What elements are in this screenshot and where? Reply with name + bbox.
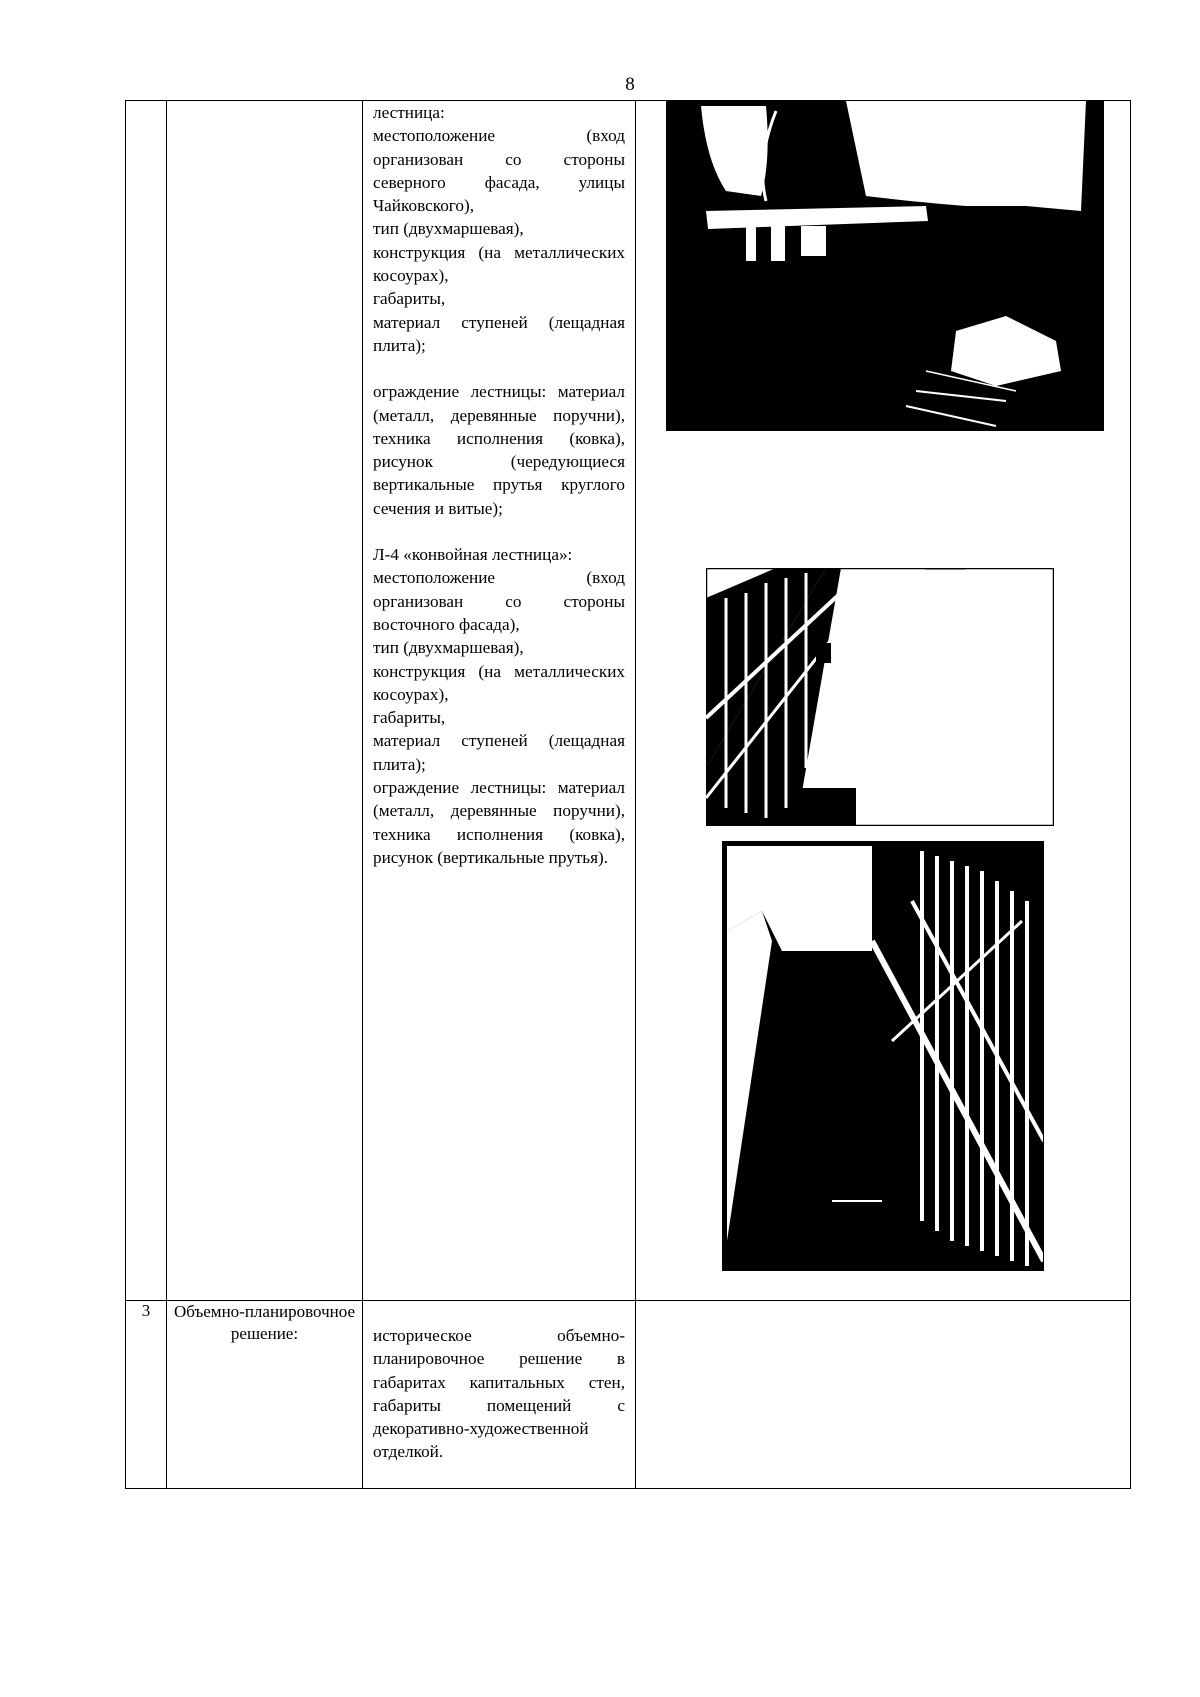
stair-text-line: местоположение (вход организован со стороны восточного фасада),	[373, 568, 625, 634]
row-number: 3	[126, 1301, 167, 1489]
paragraph-gap	[373, 357, 625, 380]
stair-text-line: ограждение лестницы: материал (металл, деревянные поручни), техника исполнения (ковка), рисунок (чередующиеся вертикальные прутья круглого сечения и витые);	[373, 382, 625, 518]
paragraph-gap	[373, 520, 625, 543]
document-table	[125, 100, 1131, 1489]
stair-text-line: тип (двухмаршевая),	[373, 219, 524, 239]
stair-text-line: материал ступеней (лещадная плита);	[373, 731, 625, 774]
stair-text-line: Л-4 «конвойная лестница»:	[373, 545, 573, 565]
stair-text-line: конструкция (на металлических косоурах),	[373, 242, 625, 286]
stair-description	[363, 101, 635, 869]
row-3-description-cell	[363, 1301, 636, 1489]
stair-text-line: лестница:	[373, 103, 445, 122]
row-number-cell	[126, 101, 167, 1301]
stair-text-line: ограждение лестницы: материал (металл, деревянные поручни), техника исполнения (ковка), рисунок (вертикальные прутья).	[373, 778, 625, 867]
stair-text-line: габариты,	[373, 289, 446, 309]
page-number: 8	[625, 74, 635, 95]
table-row-3	[126, 1301, 1131, 1489]
photo-cell	[636, 101, 1131, 1301]
stair-photo-3	[722, 841, 1044, 1271]
stair-text-line: материал ступеней (лещадная плита);	[373, 312, 625, 355]
row-name: Объемно-планировочное решение:	[167, 1301, 363, 1489]
stair-text-line: местоположение (вход организован со стороны северного фасада, улицы Чайковского),	[373, 126, 625, 216]
stair-photo-1	[666, 101, 1104, 431]
row-name-cell	[167, 101, 363, 1301]
stair-text-line: габариты,	[373, 708, 446, 728]
stair-description-cell	[363, 101, 636, 1301]
table-row-stairs	[126, 101, 1131, 1301]
stair-text-line: тип (двухмаршевая),	[373, 638, 524, 658]
stair-photo-2	[706, 568, 1054, 826]
row-3-description: историческое объемно-планировочное решение в габаритах капитальных стен, габариты помещений с декоративно-художественной отделкой.	[373, 1326, 625, 1462]
stair-text-line: конструкция (на металлических косоурах),	[373, 661, 625, 704]
row-3-photo-cell	[636, 1301, 1131, 1489]
